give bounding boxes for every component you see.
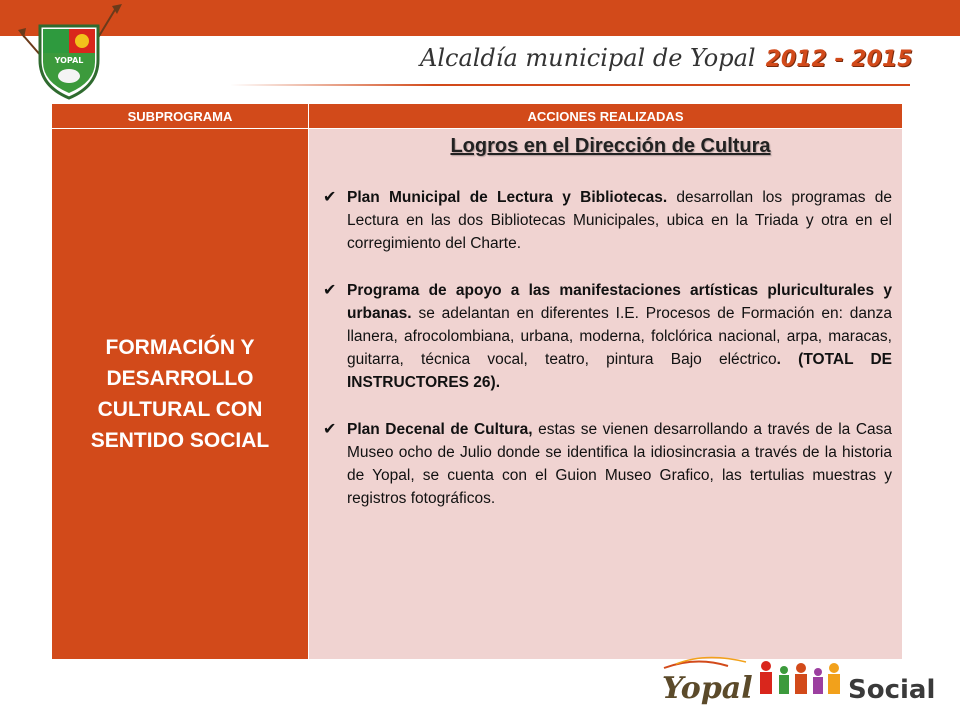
list-item	[323, 279, 892, 394]
item-text: desarrollan los programas de Lectura en las dos Bibliotecas Municipales, ubica en la Triada y otra en el corregimiento del Charte.	[347, 189, 892, 252]
acciones-cell	[309, 129, 903, 660]
results-table	[51, 103, 903, 660]
subprograma-cell: FORMACIÓN Y DESARROLLO CULTURAL CON SENTIDO SOCIAL	[52, 129, 309, 660]
column-header-subprograma: SUBPROGRAMA	[52, 104, 309, 129]
city-name: Alcaldía municipal de Yopal	[420, 44, 756, 72]
table-row	[52, 129, 903, 660]
header-title	[420, 44, 913, 84]
checkmark-icon: ✔	[323, 282, 337, 299]
logo-yopal-text: Yopal	[662, 671, 753, 706]
item-text: se adelantan en diferentes I.E. Procesos de Formación en: danza llanera, afrocolombiana, urbana, moderna, folclórica nacional, arpa, maracas, guitarra, técnica vocal, teatro, pintura Bajo eléctrico	[347, 305, 892, 368]
column-header-acciones: ACCIONES REALIZADAS	[309, 104, 903, 129]
crest-text: YOPAL	[54, 56, 84, 65]
item-title: Plan Decenal de Cultura,	[347, 421, 533, 438]
term-years: 2012 - 2015	[765, 47, 913, 72]
item-text: estas se vienen desarrollando a través de la Casa Museo ocho de Julio donde se identifica la idiosincrasia a través de la historia de Yopal, se cuenta con el Guion Museo Grafico, las tertulias muestras y registros fotográficos.	[347, 421, 893, 507]
acciones-title: Logros en el Dirección de Cultura	[450, 135, 771, 157]
header-divider	[230, 84, 910, 86]
checkmark-icon: ✔	[323, 421, 337, 438]
yopal-social-logo	[656, 654, 940, 714]
people-figures-icon	[760, 661, 840, 694]
top-banner	[0, 0, 960, 36]
yopal-crest-logo	[14, 2, 124, 102]
item-title: Programa de apoyo a las manifestaciones artísticas pluriculturales y urbanas.	[347, 282, 892, 322]
item-total: . (TOTAL DE INSTRUCTORES 26).	[347, 351, 892, 391]
achievements-list	[323, 186, 893, 510]
item-title: Plan Municipal de Lectura y Bibliotecas.	[347, 189, 668, 206]
list-item	[323, 186, 892, 255]
table-header-row	[52, 104, 903, 129]
list-item	[323, 418, 893, 510]
logo-social-text: Social	[848, 675, 936, 705]
checkmark-icon: ✔	[323, 189, 337, 206]
